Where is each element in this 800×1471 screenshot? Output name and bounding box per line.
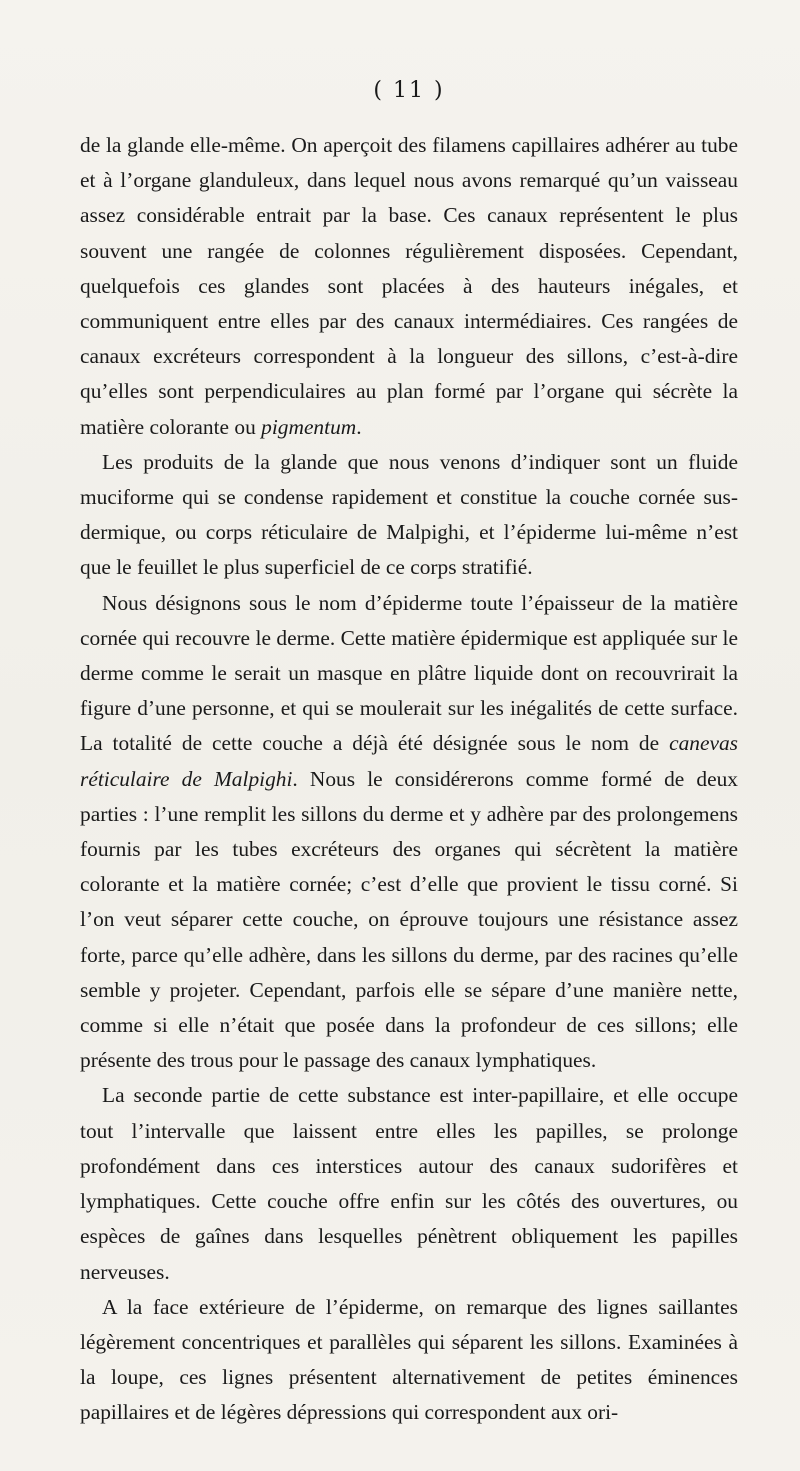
paragraph-1-italic-term: pigmentum <box>261 414 357 439</box>
paragraph-3-text-b: . Nous le considérerons comme formé de deux parties : l’une remplit les sillons du derme et y adhère par des prolongemens fournis par les tubes excréteurs des organes qui sécrètent la matière colorante et la matière cornée; c’est d’elle que provient le tissu corné. Si l’on veut séparer cette couche, on éprouve toujours une résistance assez forte, parce qu’elle adhère, dans les sillons du derme, par des racines qu’elle semble y projeter. Cependant, parfois elle se sépare d’une manière nette, comme si elle n’était que posée dans la profondeur de ces sillons; elle présente des trous pour le passage des canaux lymphatiques. <box>80 766 738 1073</box>
paragraph-3 <box>80 586 738 1079</box>
paragraph-3-italic-term: canevas réticulaire de Malpighi <box>80 731 738 791</box>
paragraph-1-text-b: . <box>356 414 362 439</box>
paragraph-4 <box>80 1078 738 1289</box>
paragraph-4-text: La seconde partie de cette substance est inter-papillaire, et elle occupe tout l’intervalle que laissent entre elles les papilles, se prolonge profondément dans ces interstices autour des canaux sudorifères et lymphatiques. Cette couche offre enfin sur les côtés des ouvertures, ou espèces de gaînes dans lesquelles pénètrent obliquement les papilles nerveuses. <box>80 1083 738 1284</box>
paragraph-1-text-a: de la glande elle-même. On aperçoit des filamens capillaires adhérer au tube et à l’organe glanduleux, dans lequel nous avons remarqué qu’un vaisseau assez considérable entrait par la base. Ces canaux représentent le plus souvent une rangée de colonnes régulièrement disposées. Cependant, quelquefois ces glandes sont placées à des hauteurs inégales, et communiquent entre elles par des canaux intermédiaires. Ces rangées de canaux excréteurs correspondent à la longueur des sillons, c’est-à-dire qu’elles sont perpendiculaires au plan formé par l’organe qui sécrète la matière colorante ou <box>80 133 738 439</box>
paragraph-2-text: Les produits de la glande que nous venons d’indiquer sont un fluide muciforme qui se condense rapidement et constitue la couche cornée sus-dermique, ou corps réticulaire de Malpighi, et l’épiderme lui-même n’est que le feuillet le plus superficiel de ce corps stratifié. <box>80 449 738 580</box>
paragraph-3-text-a: Nous désignons sous le nom d’épiderme toute l’épaisseur de la matière cornée qui recouvre le derme. Cette matière épidermique est appliquée sur le derme comme le serait un masque en plâtre liquide dont on recouvrirait la figure d’une personne, et qui se moulerait sur les inégalités de cette surface. La totalité de cette couche a déjà été désignée sous le nom de <box>80 590 738 756</box>
page-number: ( 11 ) <box>373 78 445 103</box>
paragraph-5-text: A la face extérieure de l’épiderme, on remarque des lignes saillantes légèrement concentriques et parallèles qui séparent les sillons. Examinées à la loupe, ces lignes présentent alternativement de petites éminences papillaires et de légères dépressions qui correspondent aux ori- <box>80 1294 738 1425</box>
paragraph-1 <box>80 128 738 445</box>
page-body <box>80 128 738 1431</box>
paragraph-2 <box>80 445 738 586</box>
paragraph-5 <box>80 1290 738 1431</box>
